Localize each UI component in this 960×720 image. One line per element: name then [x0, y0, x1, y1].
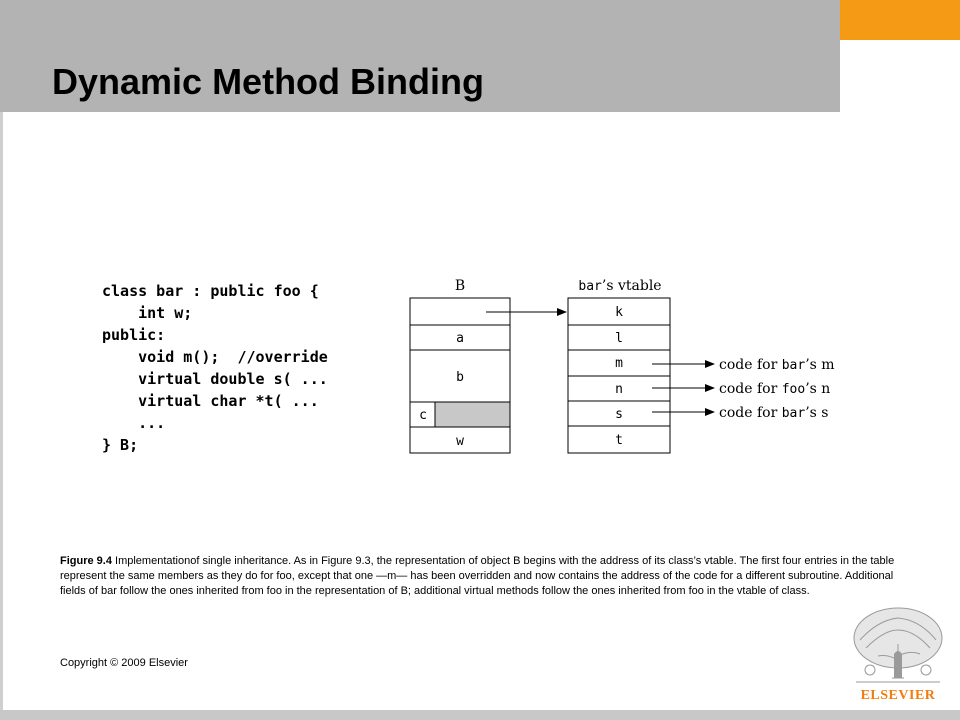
code-line: virtual char *t( ... [102, 392, 319, 410]
elsevier-logo-text: ELSEVIER [860, 688, 936, 703]
vtable-label: bar’s vtable [578, 278, 662, 294]
accent-block [840, 0, 960, 40]
figure-caption [60, 554, 910, 599]
object-field: c [419, 408, 427, 423]
copyright-notice: Copyright © 2009 Elsevier [60, 657, 188, 669]
caption-text: Implementationof single inheritance. As in Figure 9.3, the representation of object B begins with the address of its class’s vtable. The first four entries in the table represent the same members as they do for foo, except that one —m— has been overridden and now contains the address of the code for a different subroutine. Additional fields of bar follow the ones inherited from foo in the representation of B; additional virtual methods follow the ones inherited from foo in the vtable of class. [60, 555, 895, 597]
code-line: int w; [102, 304, 193, 322]
padding-cell [435, 402, 510, 427]
vtable-entry: t [615, 433, 623, 448]
vtable-diagram [400, 270, 850, 460]
figure-label: Figure 9.4 [60, 555, 112, 567]
vtable-entry: n [615, 382, 623, 397]
object-label: B [454, 278, 466, 294]
bottom-band [0, 710, 960, 720]
object-field: b [456, 370, 464, 385]
vtable-entry: s [615, 407, 623, 422]
code-line: } B; [102, 436, 139, 454]
code-line: virtual double s( ... [102, 370, 328, 388]
code-pointer-label: code for bar’s m [719, 357, 835, 373]
object-field: w [456, 434, 464, 449]
code-pointer-label: code for bar’s s [719, 405, 829, 421]
code-listing [102, 280, 328, 456]
object-field: a [456, 331, 464, 346]
left-rule [0, 112, 3, 712]
slide-title: Dynamic Method Binding [52, 61, 484, 102]
code-line: void m(); //override [102, 348, 328, 366]
vtable-entry: m [615, 356, 623, 371]
code-line: public: [102, 326, 166, 344]
vtable-entry: l [615, 331, 623, 346]
code-line: ... [102, 414, 166, 432]
code-line: class bar : public foo { [102, 282, 319, 300]
code-pointer-label: code for foo’s n [719, 381, 831, 397]
vtable-entry: k [615, 305, 623, 320]
